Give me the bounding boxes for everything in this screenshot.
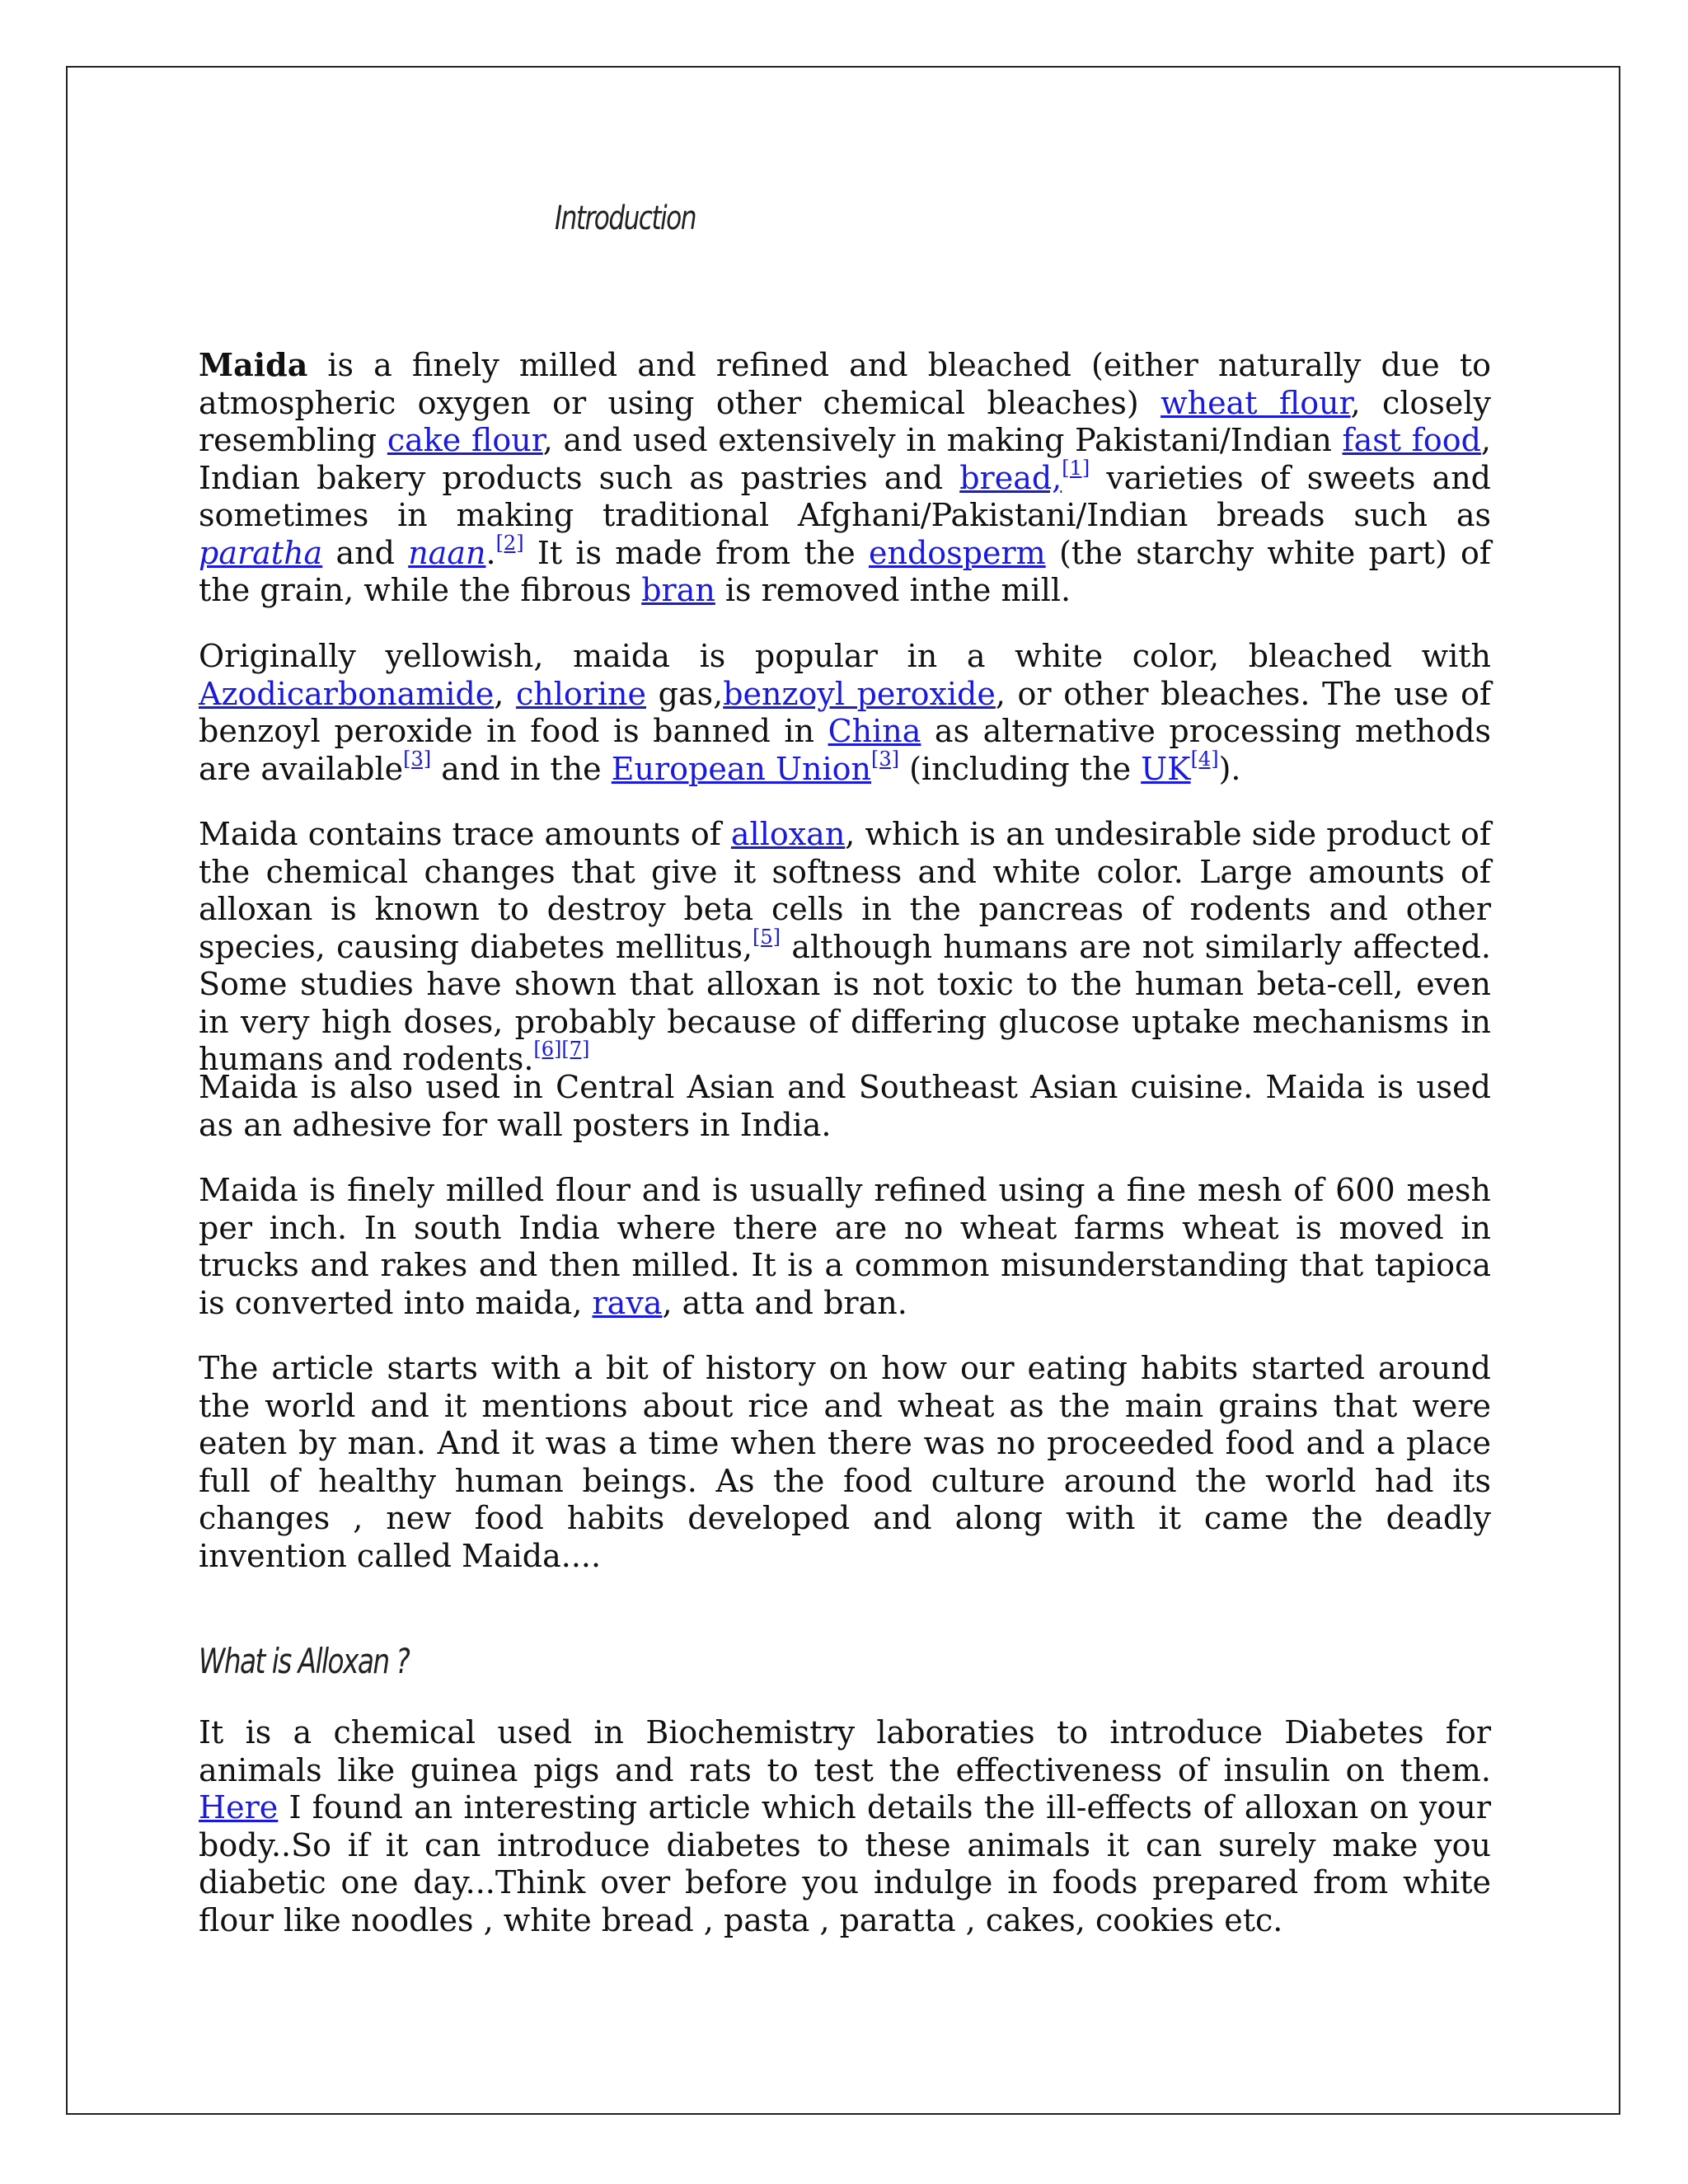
ref-3b — [871, 748, 899, 771]
text: Maida contains trace amounts of — [199, 816, 731, 852]
text: and — [322, 534, 409, 571]
paragraph-maida-definition — [199, 346, 1491, 610]
heading-what-is-alloxan: What is Alloxan ? — [199, 1641, 410, 1681]
paragraph-milling — [199, 1172, 1491, 1322]
text: It is made from the — [523, 534, 869, 571]
text: Maida is also used in Central Asian and Southeast Asian cuisine. Maida is used as an adhesive for wall posters in India. — [199, 1069, 1491, 1143]
text: , or other bleaches. The use of benzoyl peroxide in food is banned in — [199, 675, 1492, 749]
link-uk[interactable]: UK — [1141, 750, 1191, 787]
link-china[interactable]: China — [828, 713, 921, 749]
ref-6 — [533, 1038, 561, 1061]
text: , — [494, 675, 516, 712]
link-paratha[interactable]: paratha — [199, 534, 323, 571]
ref-link-2[interactable]: [2] — [495, 531, 524, 555]
link-fast-food[interactable]: fast food — [1342, 422, 1481, 458]
link-alloxan[interactable]: alloxan — [730, 816, 846, 852]
paragraph-alloxan-explanation — [199, 1714, 1491, 1939]
paragraph-article-history — [199, 1350, 1491, 1575]
text: Maida is finely milled flour and is usually refined using a fine mesh of 600 mesh per inch. In south India where there are no wheat farms wheat is moved in trucks and rakes and then milled. It is a common misunderstanding that tapioca is converted into maida, — [199, 1172, 1491, 1321]
link-azodicarbonamide[interactable]: Azodicarbonamide — [199, 675, 495, 712]
text: , atta and bran. — [662, 1284, 907, 1321]
text: , Indian bakery products such as pastries and — [199, 422, 1492, 496]
paragraph-cuisine-use — [199, 1069, 1491, 1144]
text: I found an interesting article which details the ill-effects of alloxan on your body..So if it can introduce diabetes to these animals it can surely make you diabetic one day...Think over before you indulge in foods prepared from white flour like noodles , white bread , pasta , paratta , cakes, cookies etc. — [199, 1789, 1491, 1938]
text: , and used extensively in making Pakistani/Indian — [542, 422, 1343, 458]
text: as alternative processing methods are available — [199, 713, 1491, 787]
text: The article starts with a bit of history on how our eating habits started around the world and it mentions about rice and wheat as the main grains that were eaten by man. And it was a time when there was no proceeded food and a place full of healthy human beings. As the food culture around the world had its changes , new food habits developed and along with it came the deadly invention called Maida.... — [199, 1350, 1491, 1574]
ref-1 — [1062, 457, 1090, 480]
ref-link-5[interactable]: [5] — [753, 925, 781, 949]
text: and in the — [431, 750, 612, 787]
ref-link-7[interactable]: [7] — [561, 1038, 590, 1062]
ref-link-4[interactable]: [4] — [1190, 747, 1219, 771]
text: gas, — [646, 675, 724, 712]
text: Originally yellowish, maida is popular in a white color, bleached with — [199, 638, 1491, 674]
link-endosperm[interactable]: endosperm — [868, 534, 1046, 571]
text: is removed inthe mill. — [715, 572, 1071, 608]
paragraph-bleaching — [199, 638, 1491, 788]
heading-introduction: Introduction — [555, 199, 696, 237]
text: ). — [1218, 750, 1241, 787]
text: , which is an undesirable side product of the chemical changes that give it softness and white color. Large amounts of alloxan is known to destroy beta cells in the pancreas of rodents and other species, causing diabetes mellitus, — [199, 816, 1491, 965]
text: (the starchy white part) of the grain, while the fibrous — [199, 534, 1491, 608]
text: (including the — [899, 750, 1142, 787]
ref-7 — [561, 1038, 589, 1061]
link-cake-flour[interactable]: cake flour — [387, 422, 543, 458]
ref-2 — [496, 532, 524, 555]
text: varieties of sweets and sometimes in making traditional Afghani/Pakistani/Indian breads such as — [199, 459, 1491, 533]
ref-4 — [1191, 748, 1219, 771]
link-here[interactable]: Here — [199, 1789, 279, 1825]
text: although humans are not similarly affected. Some studies have shown that alloxan is not toxic to the human beta-cell, even in very high doses, probably because of differing glucose uptake mechanisms in humans and rodents. — [199, 928, 1491, 1077]
ref-link-3[interactable]: [3] — [403, 747, 432, 771]
ref-3 — [403, 748, 431, 771]
text: . — [485, 534, 496, 571]
ref-link-3b[interactable]: [3] — [871, 747, 900, 771]
link-benzoyl-peroxide[interactable]: benzoyl peroxide — [723, 675, 996, 712]
link-bran[interactable]: bran — [641, 572, 715, 608]
paragraph-alloxan-content — [199, 816, 1491, 1079]
link-rava[interactable]: rava — [592, 1284, 663, 1321]
ref-link-1[interactable]: [1] — [1062, 456, 1090, 480]
term-maida: Maida — [199, 346, 308, 383]
link-european-union[interactable]: European Union — [611, 750, 872, 787]
text: , closely resembling — [199, 384, 1491, 458]
link-chlorine[interactable]: chlorine — [515, 675, 647, 712]
link-naan[interactable]: naan — [408, 534, 486, 571]
link-wheat-flour[interactable]: wheat flour — [1160, 384, 1351, 421]
ref-5 — [753, 926, 781, 949]
text: is a finely milled and refined and bleached (either naturally due to atmospheric oxygen or using other chemical bleaches) — [199, 347, 1491, 421]
ref-link-6[interactable]: [6] — [533, 1038, 562, 1062]
text: It is a chemical used in Biochemistry laboraties to introduce Diabetes for animals like guinea pigs and rats to test the effectiveness of insulin on them. — [199, 1714, 1491, 1788]
link-bread[interactable]: bread, — [959, 459, 1062, 496]
